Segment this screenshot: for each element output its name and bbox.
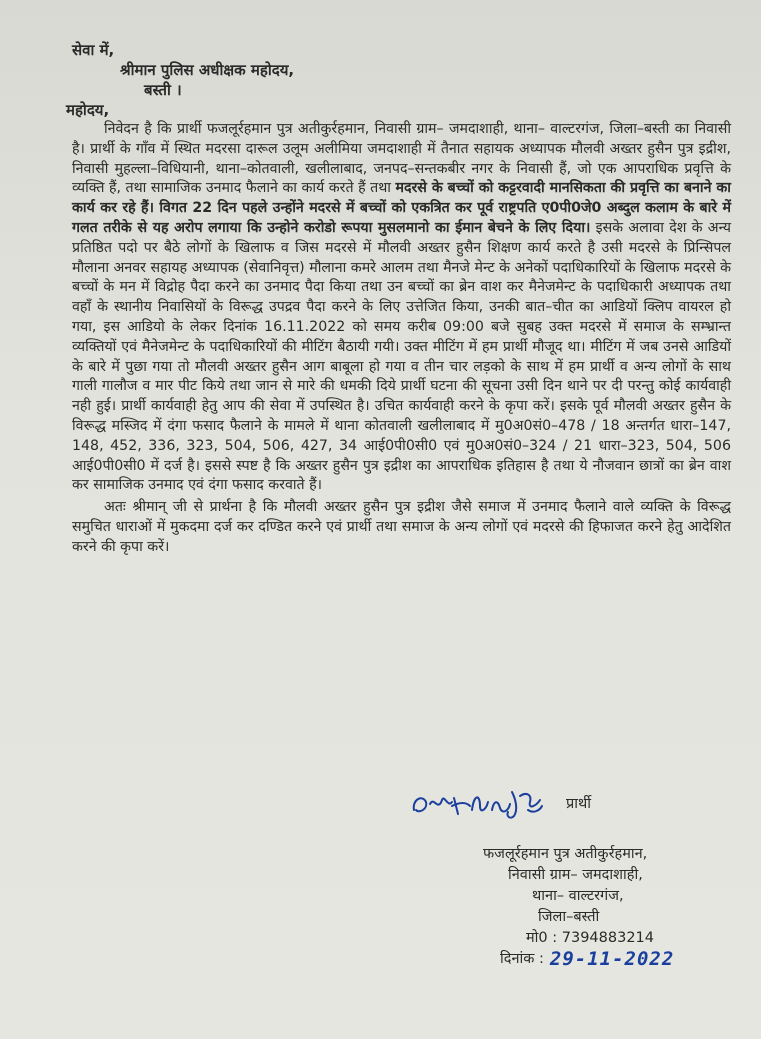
paragraph-1	[72, 120, 731, 496]
sender-thana: थाना– वाल्टरगंज,	[532, 888, 624, 904]
addressee-city: बस्ती ।	[144, 81, 182, 99]
paragraph-2: अतः श्रीमान् जी से प्रार्थना है कि मौलवी अख्तर हुसैन पुत्र इद्रीश जैसे समाज में उनमाद फैलाने वाले व्यक्ति के विरूद्ध समुचित धाराओं में मुकदमा दर्ज कर दण्डित करने एवं प्रार्थी तथा समाज के अन्य लोगों एवं मदरसे की हिफाजत करने हेतु आदेशित करने की कृपा करें।	[72, 499, 731, 555]
greeting: महोदय,	[66, 101, 110, 119]
sender-details	[408, 844, 738, 970]
date-label: दिनांक :	[500, 951, 544, 967]
sender-village: निवासी ग्राम– जमदाशाही,	[508, 867, 643, 883]
paragraph-1-intro: निवेदन है कि प्रार्थी फजलूर्रहमान पुत्र अतीकुर्रहमान, निवासी ग्राम– जमदाशाही, थाना– वाल्टरगंज, जिला–बस्ती का निवासी है। प्रार्थी के गाँव में स्थित मदरसा दारूल उलूम अलीमिया जमदाशाही में तैनात सहायक अध्यापक मौलवी अख्तर हुसैन पुत्र इद्रीश, निवासी मुहल्ला–विधियानी, थाना–कोतवाली, खलीलाबाद, जनपद–सन्तकबीर नगर के निवासी हैं, जो एक आपराधिक प्रवृत्ति के व्यक्ति हैं, तथा सामाजिक उनमाद फैलाने का कार्य करते हैं तथा	[72, 121, 731, 197]
to-line: सेवा में,	[72, 41, 115, 59]
handwritten-signature	[408, 780, 548, 826]
sender-district: जिला–बस्ती	[538, 909, 600, 925]
addressee: श्रीमान पुलिस अधीक्षक महोदय,	[120, 61, 295, 79]
signature-block	[408, 780, 738, 970]
sender-name: फजलूर्रहमान पुत्र अतीकुर्रहमान,	[483, 846, 648, 862]
date-value: 29-11-2022	[549, 948, 675, 970]
signature-label: प्रार्थी	[566, 796, 592, 812]
sender-date	[408, 949, 738, 970]
paragraph-1-rest: इसके अलावा देश के अन्य प्रतिष्ठित पदो पर बैठे लोगों के खिलाफ व जिस मदरसे में मौलवी अख्तर हुसैन शिक्षण कार्य करते है उसी मदरसे के प्रिन्सिपल मौलाना अनवर सहायह अध्यापक (सेवानिवृत्त) मौलाना कमरे आलम तथा मैनजे मेन्ट के अनेकों पदाधिकारियों के खिलाफ मदरसे के बच्चों के मन में विद्रोह पैदा करने का उनमाद पैदा किया तथा उन बच्चों का ब्रेन वाश कर मैनेजमेन्ट के पदाधिकारी अध्यापक तथा वहाँ के स्थानीय निवासियों के विरूद्ध उपद्रव पैदा करने के लिए उत्तेजित किया, उनकी बात–चीत का आडियों क्लिप वायरल हो गया, इस आडियो के लेकर दिनांक 16.11.2022 को समय करीब 09:00 बजे सुबह उक्त मदरसे में समाज के सम्भ्रान्त व्यक्तियों एवं मैनेजमेन्ट के पदाधिकारियों की मीटिंग बैठायी गयी। उक्त मीटिंग में हम प्रार्थी मौजूद था। मीटिंग में जब उनसे आडियों के बारे में पुछा गया तो मौलवी अख्तर हुसैन आग बाबूला हो गया व तीन चार लड़को के साथ में हम प्रार्थी व अन्य लोगों के साथ गाली गालौज व मार पीट किये तथा जान से मारे की धमकी दिये प्रार्थी घटना की सूचना उसी दिन थाने पर दी परन्तु कोई कार्यवाही नही हुई। प्रार्थी कार्यवाही हेतु आप की सेवा में उपस्थित है। उचित कार्यवाही करने के कृपा करें। इसके पूर्व मौलवी अख्तर हुसैन के विरूद्ध मस्जिद में दंगा फसाद फैलाने के मामले में थाना कोतवाली खलीलाबाद में मु0अ0सं0–478 / 18 अन्तर्गत धारा–147, 148, 452, 336, 323, 504, 506, 427, 34 आई0पी0सी0 एवं मु0अ0सं0–324 / 21 धारा–323, 504, 506 आई0पी0सी0 में दर्ज है। इससे स्पष्ट है कि अख्तर हुसैन पुत्र इद्रीश का आपराधिक इतिहास है तथा ये नौजवान छात्रों का ब्रेन वाश कर सामाजिक उनमाद एवं दंगा फसाद करवाते हैं।	[72, 219, 731, 494]
sender-mobile: मो0 : 7394883214	[526, 930, 655, 946]
letter-body	[72, 120, 731, 558]
paragraph-1-bold: मदरसे के बच्चों को कट्टरवादी मानसिकता की प्रवृत्ति का बनाने का कार्य कर रहे हैं। विगत 22 दिन पहले उन्होंने मदरसे में बच्चों को एकत्रित कर पूर्व राष्ट्रपति ए0पी0जे0 अब्दुल कलाम के बारे में गलत तरीके से यह अरोप लगाया कि उन्होने करोडो रूपया मुसलमानो का ईमान बेचने के लिए दिया।	[72, 180, 731, 236]
signature-line	[408, 780, 738, 826]
